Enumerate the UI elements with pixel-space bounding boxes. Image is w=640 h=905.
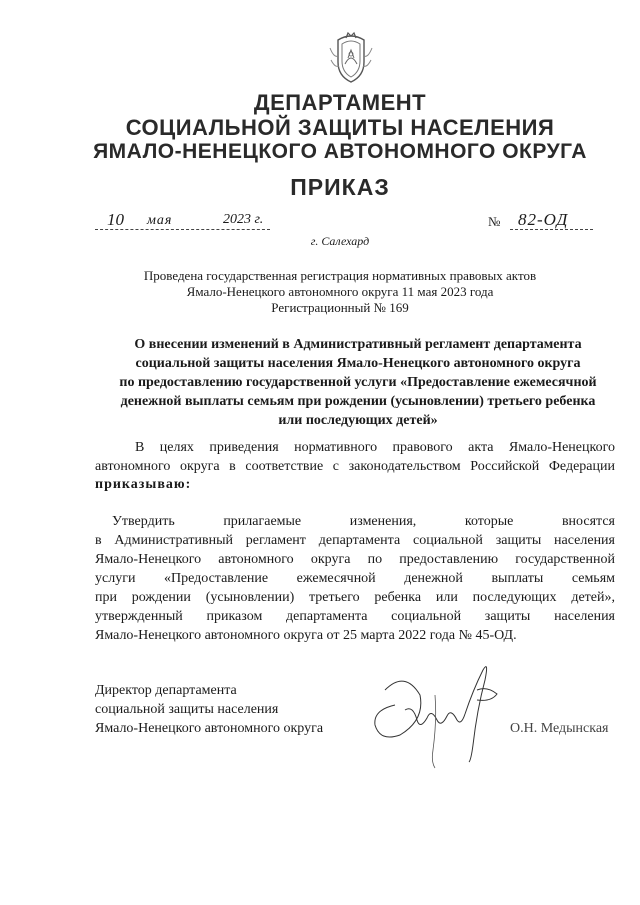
preamble-line2: автономного округа в соответствие с законодательством Российской Федерации [95,459,615,474]
registration-line2: Ямало-Ненецкого автономного округа 11 мая 2023 года [186,284,494,299]
date-month: мая [147,213,173,228]
order-word4: которые [464,514,514,529]
number-value: 82-ОД [518,210,569,229]
orders-word: приказываю: [95,477,192,492]
order-line5: при рождении (усыновлении) третьего ребенка или последующих детей», [95,590,615,605]
order-number [488,210,593,232]
order-word5: вносятся [561,514,615,529]
subject-line2: социальной защиты населения Ямало-Ненецкого автономного округа [135,356,581,371]
registration-line1: Проведена государственная регистрация нормативных правовых актов [143,268,537,283]
date-underline [95,229,270,230]
order-line1 [112,514,615,530]
document-type: ПРИКАЗ [290,174,390,200]
date-day: 10 [107,210,124,229]
signatory-title-line1: Директор департамента [95,683,237,698]
order-line2: в Административный регламент департамента социальной защиты населения [95,533,615,548]
subject-line1: О внесении изменений в Административный регламент департамента [134,337,582,352]
department-title-line3: ЯМАЛО-НЕНЕЦКОГО АВТОНОМНОГО ОКРУГА [93,140,587,163]
subject-line3: по предоставлению государственной услуги «Предоставление ежемесячной [119,375,597,390]
subject-line5: или последующих детей» [278,413,438,428]
handwritten-signature [365,650,510,770]
signatory-title-line2: социальной защиты населения [95,702,279,717]
number-sign: № [488,214,501,229]
order-line4: услуги «Предоставление ежемесячной денежной выплаты семьям [95,571,615,586]
subject-line4: денежной выплаты семьям при рождении (усыновлении) третьего ребенка [120,394,596,409]
department-title-line2: СОЦИАЛЬНОЙ ЗАЩИТЫ НАСЕЛЕНИЯ [125,115,555,140]
preamble-line1: В целях приведения нормативного правового акта Ямало-Ненецкого [135,440,615,455]
order-line7: Ямало-Ненецкого автономного округа от 25 марта 2022 года № 45-ОД. [95,628,517,643]
order-line6: утвержденный приказом департамента социальной защиты населения [95,609,615,624]
coat-of-arms-icon [326,30,376,85]
signer-name: О.Н. Медынская [510,721,609,736]
number-underline [510,229,593,230]
date-year: 2023 г. [223,212,264,227]
signatory-title-line3: Ямало-Ненецкого автономного округа [95,721,324,736]
order-word3: изменения, [349,514,417,529]
city: г. Салехард [310,234,370,248]
order-word2: прилагаемые [223,514,302,529]
order-date [95,210,270,232]
order-word1: Утвердить [112,514,175,529]
department-title-line1: ДЕПАРТАМЕНТ [253,90,427,115]
order-line3: Ямало-Ненецкого автономного округа по предоставлению государственной [95,552,615,567]
registration-line3: Регистрационный № 169 [271,300,409,315]
